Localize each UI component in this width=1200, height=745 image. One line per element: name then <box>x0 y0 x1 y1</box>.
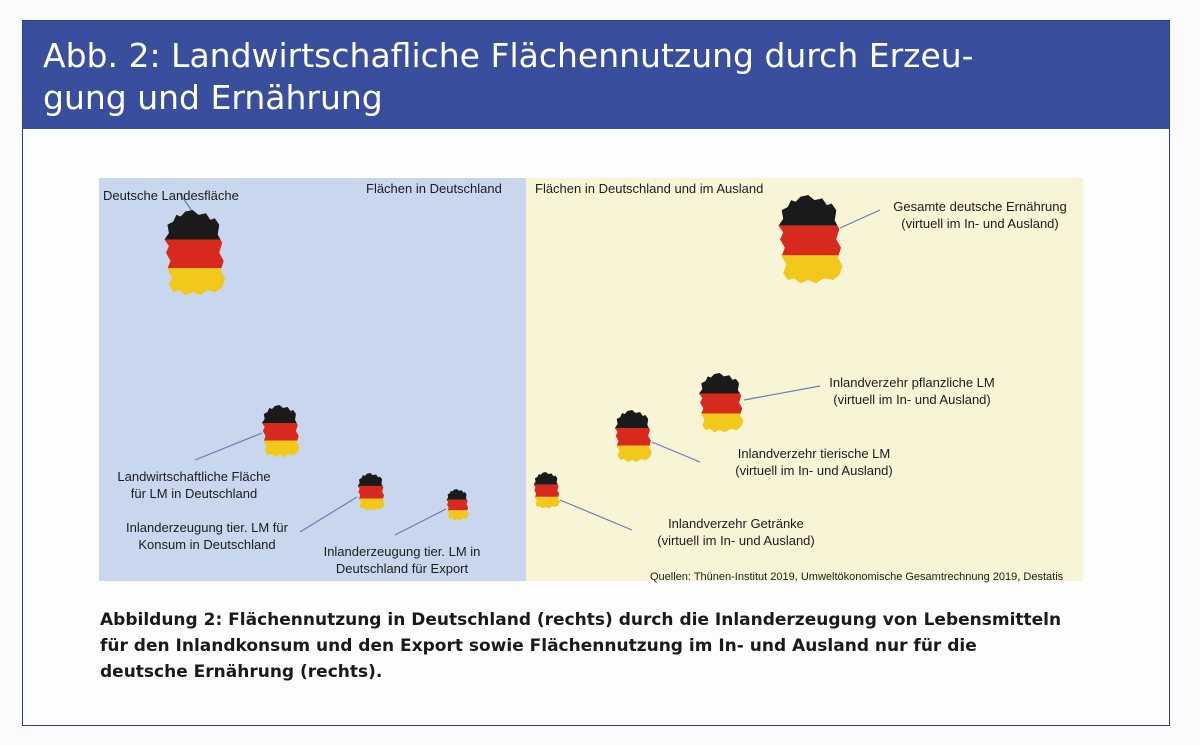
connector-line <box>652 442 700 462</box>
label-konsum-deutschland <box>112 519 302 553</box>
label-line: (virtuell im In- und Ausland) <box>833 392 991 407</box>
label-line: Deutschland für Export <box>335 561 469 576</box>
connector-line <box>395 509 446 535</box>
germany-map-landwirtschaft <box>261 405 302 458</box>
label-line: Inlandverzehr Getränke <box>668 516 804 531</box>
label-line: Konsum in Deutschland <box>138 537 276 552</box>
label-line: (virtuell im In- und Ausland) <box>735 463 893 478</box>
germany-map-gesamt <box>777 195 847 285</box>
label-line: Inlandverzehr tierische LM <box>737 446 891 461</box>
figure-caption <box>100 607 1110 685</box>
connector-line <box>560 500 632 530</box>
left-panel-heading: Flächen in Deutschland <box>366 181 502 196</box>
label-line: Gesamte deutsche Ernährung <box>893 199 1067 214</box>
label-getraenke <box>636 515 836 549</box>
label-pflanzliche-lm <box>812 374 1012 408</box>
label-landwirtschaftliche-flaeche <box>104 468 284 502</box>
title-line-1: Abb. 2: Landwirtschafliche Flächennutzung durch Erzeu- <box>43 36 974 75</box>
label-landesflaeche: Deutsche Landesfläche <box>103 188 239 203</box>
label-line: Landwirtschaftliche Fläche <box>117 469 271 484</box>
label-line: (virtuell im In- und Ausland) <box>657 533 815 548</box>
caption-line-3: deutsche Ernährung (rechts). <box>100 662 383 682</box>
label-line: Inlanderzeugung tier. LM für <box>126 520 288 535</box>
label-line: (virtuell im In- und Ausland) <box>901 216 1059 231</box>
connector-line <box>744 386 820 400</box>
germany-map-export <box>446 489 470 521</box>
germany-map-landesflaeche <box>163 210 230 297</box>
germany-map-konsum <box>357 473 387 511</box>
label-line: Inlandverzehr pflanzliche LM <box>829 375 995 390</box>
caption-line-2: für den Inlandkonsum und den Export sowie Flächennutzung im In- und Ausland nur für die <box>100 636 977 656</box>
label-gesamte-ernaehrung <box>880 198 1080 232</box>
label-line: für LM in Deutschland <box>130 486 258 501</box>
label-export <box>306 543 498 577</box>
label-tierische-lm <box>714 445 914 479</box>
right-panel-heading: Flächen in Deutschland und im Ausland <box>535 181 764 196</box>
connector-line <box>840 210 880 228</box>
title-line-2: gung und Ernährung <box>43 78 383 117</box>
germany-map-getraenke <box>533 472 562 509</box>
germany-map-pflanzlich <box>698 373 747 433</box>
connector-line <box>300 497 357 532</box>
label-line: Inlanderzeugung tier. LM in <box>323 544 481 559</box>
sources-note: Quellen: Thünen-Institut 2019, Umweltökonomische Gesamtrechnung 2019, Destatis <box>650 571 1064 583</box>
caption-line-1: Abbildung 2: Flächennutzung in Deutschland (rechts) durch die Inlanderzeugung von Lebensmitteln <box>100 610 1062 630</box>
connector-line <box>195 433 262 460</box>
germany-map-tierisch <box>614 410 655 463</box>
